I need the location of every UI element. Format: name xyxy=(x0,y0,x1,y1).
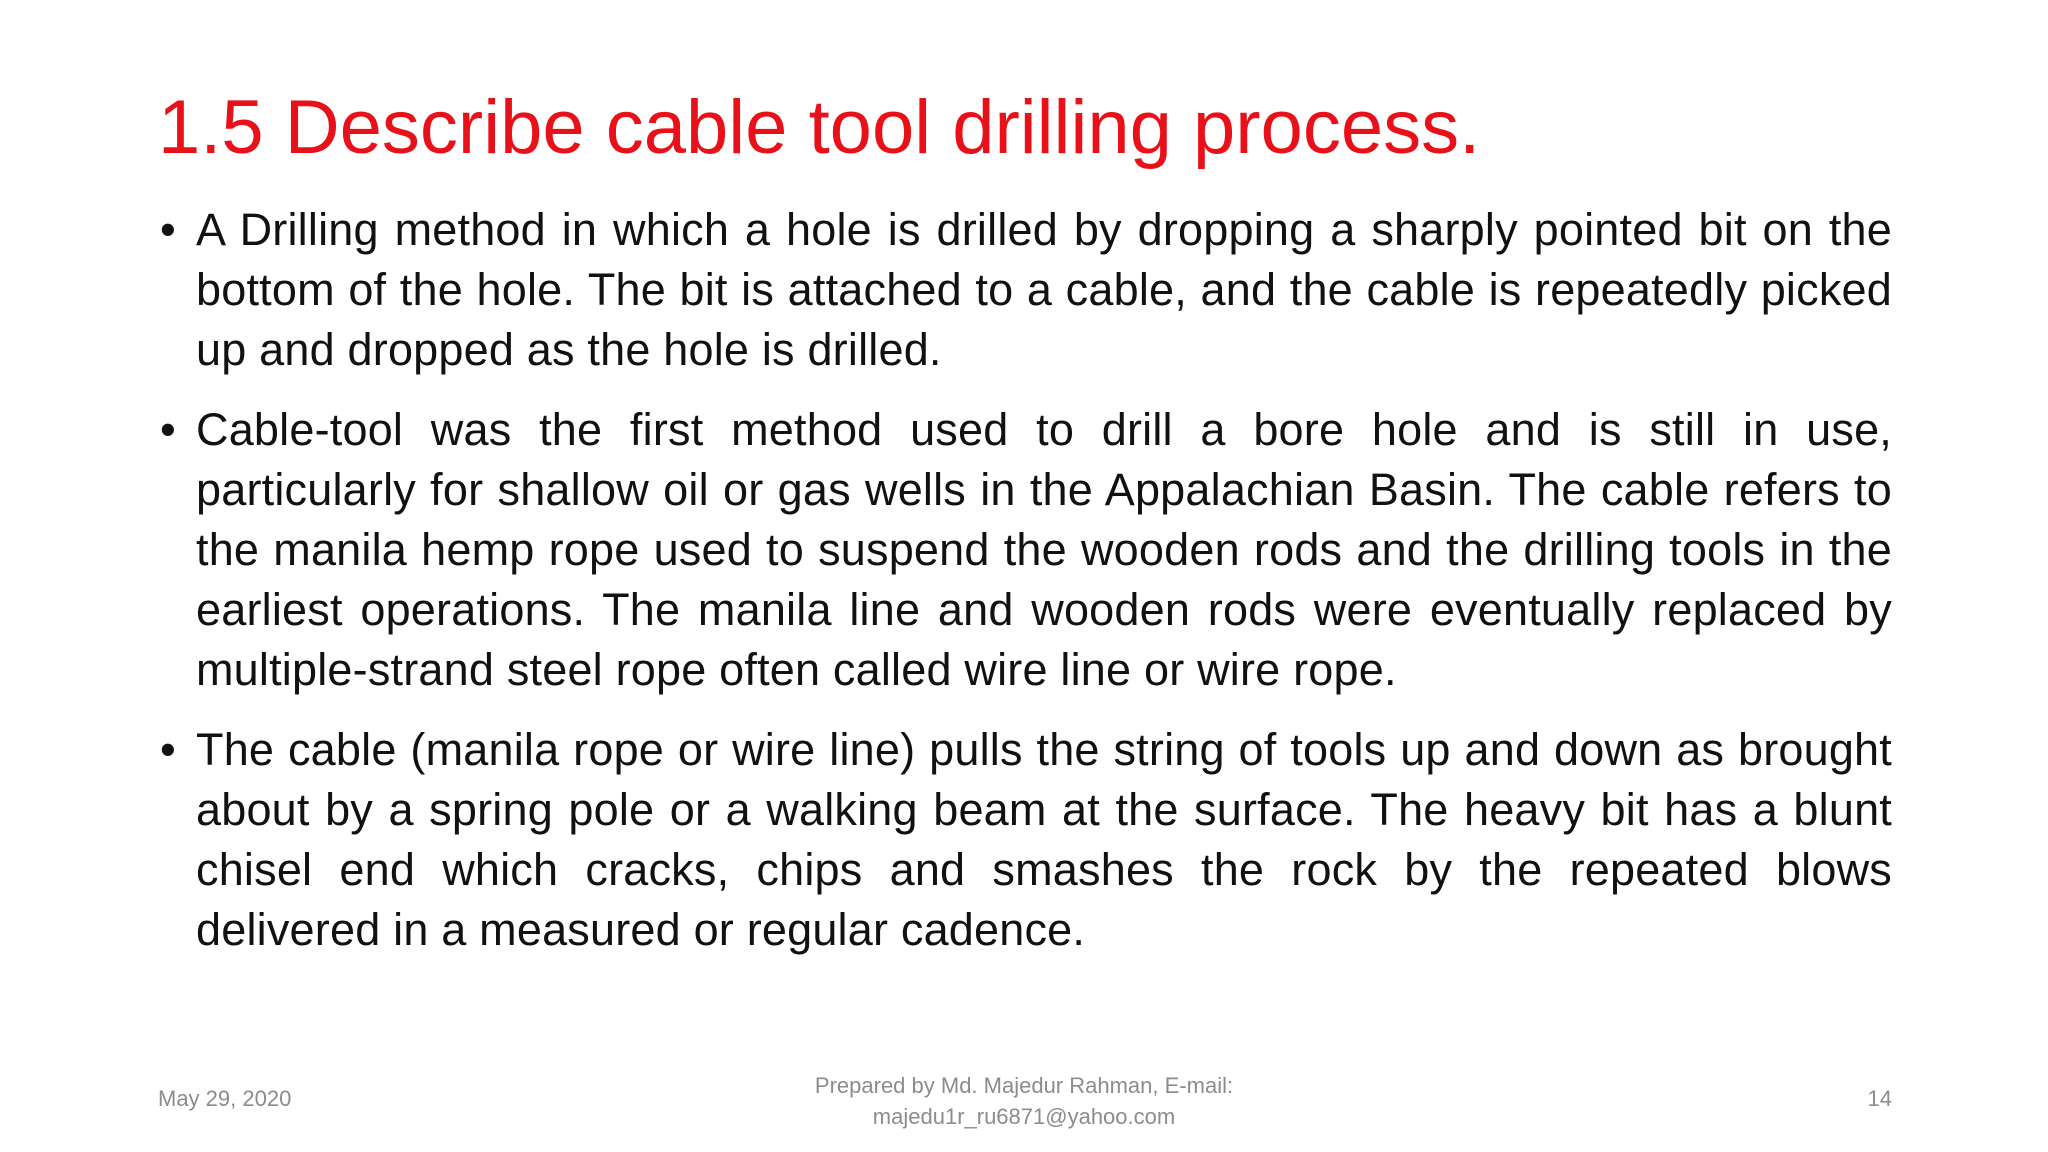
bullet-icon: • xyxy=(160,404,176,455)
footer-date: May 29, 2020 xyxy=(158,1086,292,1111)
bullet-item xyxy=(158,720,1892,960)
bullet-text: A Drilling method in which a hole is drilled by dropping a sharply pointed bit on the bottom of the hole. The bit is attached to a cable, and the cable is repeatedly picked up and dropped as the hole is drilled. xyxy=(196,204,1892,375)
bullet-list xyxy=(158,200,1892,980)
bullet-text: Cable-tool was the first method used to drill a bore hole and is still in use, particularly for shallow oil or gas wells in the Appalachian Basin. The cable refers to the manila hemp rope used to suspend the wooden rods and the drilling tools in the earliest operations. The manila line and wooden rods were eventually replaced by multiple-strand steel rope often called wire line or wire rope. xyxy=(196,404,1892,695)
footer-credit-email: majedu1r_ru6871@yahoo.com xyxy=(872,1104,1176,1129)
bullet-item xyxy=(158,400,1892,700)
slide-title: 1.5 Describe cable tool drilling process. xyxy=(158,85,1481,170)
bullet-item xyxy=(158,200,1892,380)
page-number: 14 xyxy=(1867,1086,1892,1111)
footer-credit-line1: Prepared by Md. Majedur Rahman, E-mail: xyxy=(814,1073,1234,1098)
bullet-icon: • xyxy=(160,204,176,255)
bullet-text: The cable (manila rope or wire line) pulls the string of tools up and down as brought about by a spring pole or a walking beam at the surface. The heavy bit has a blunt chisel end which cracks, chips and smashes the rock by the repeated blows delivered in a measured or regular cadence. xyxy=(196,724,1892,955)
bullet-icon: • xyxy=(160,724,176,775)
footer-credit xyxy=(724,1070,1324,1132)
